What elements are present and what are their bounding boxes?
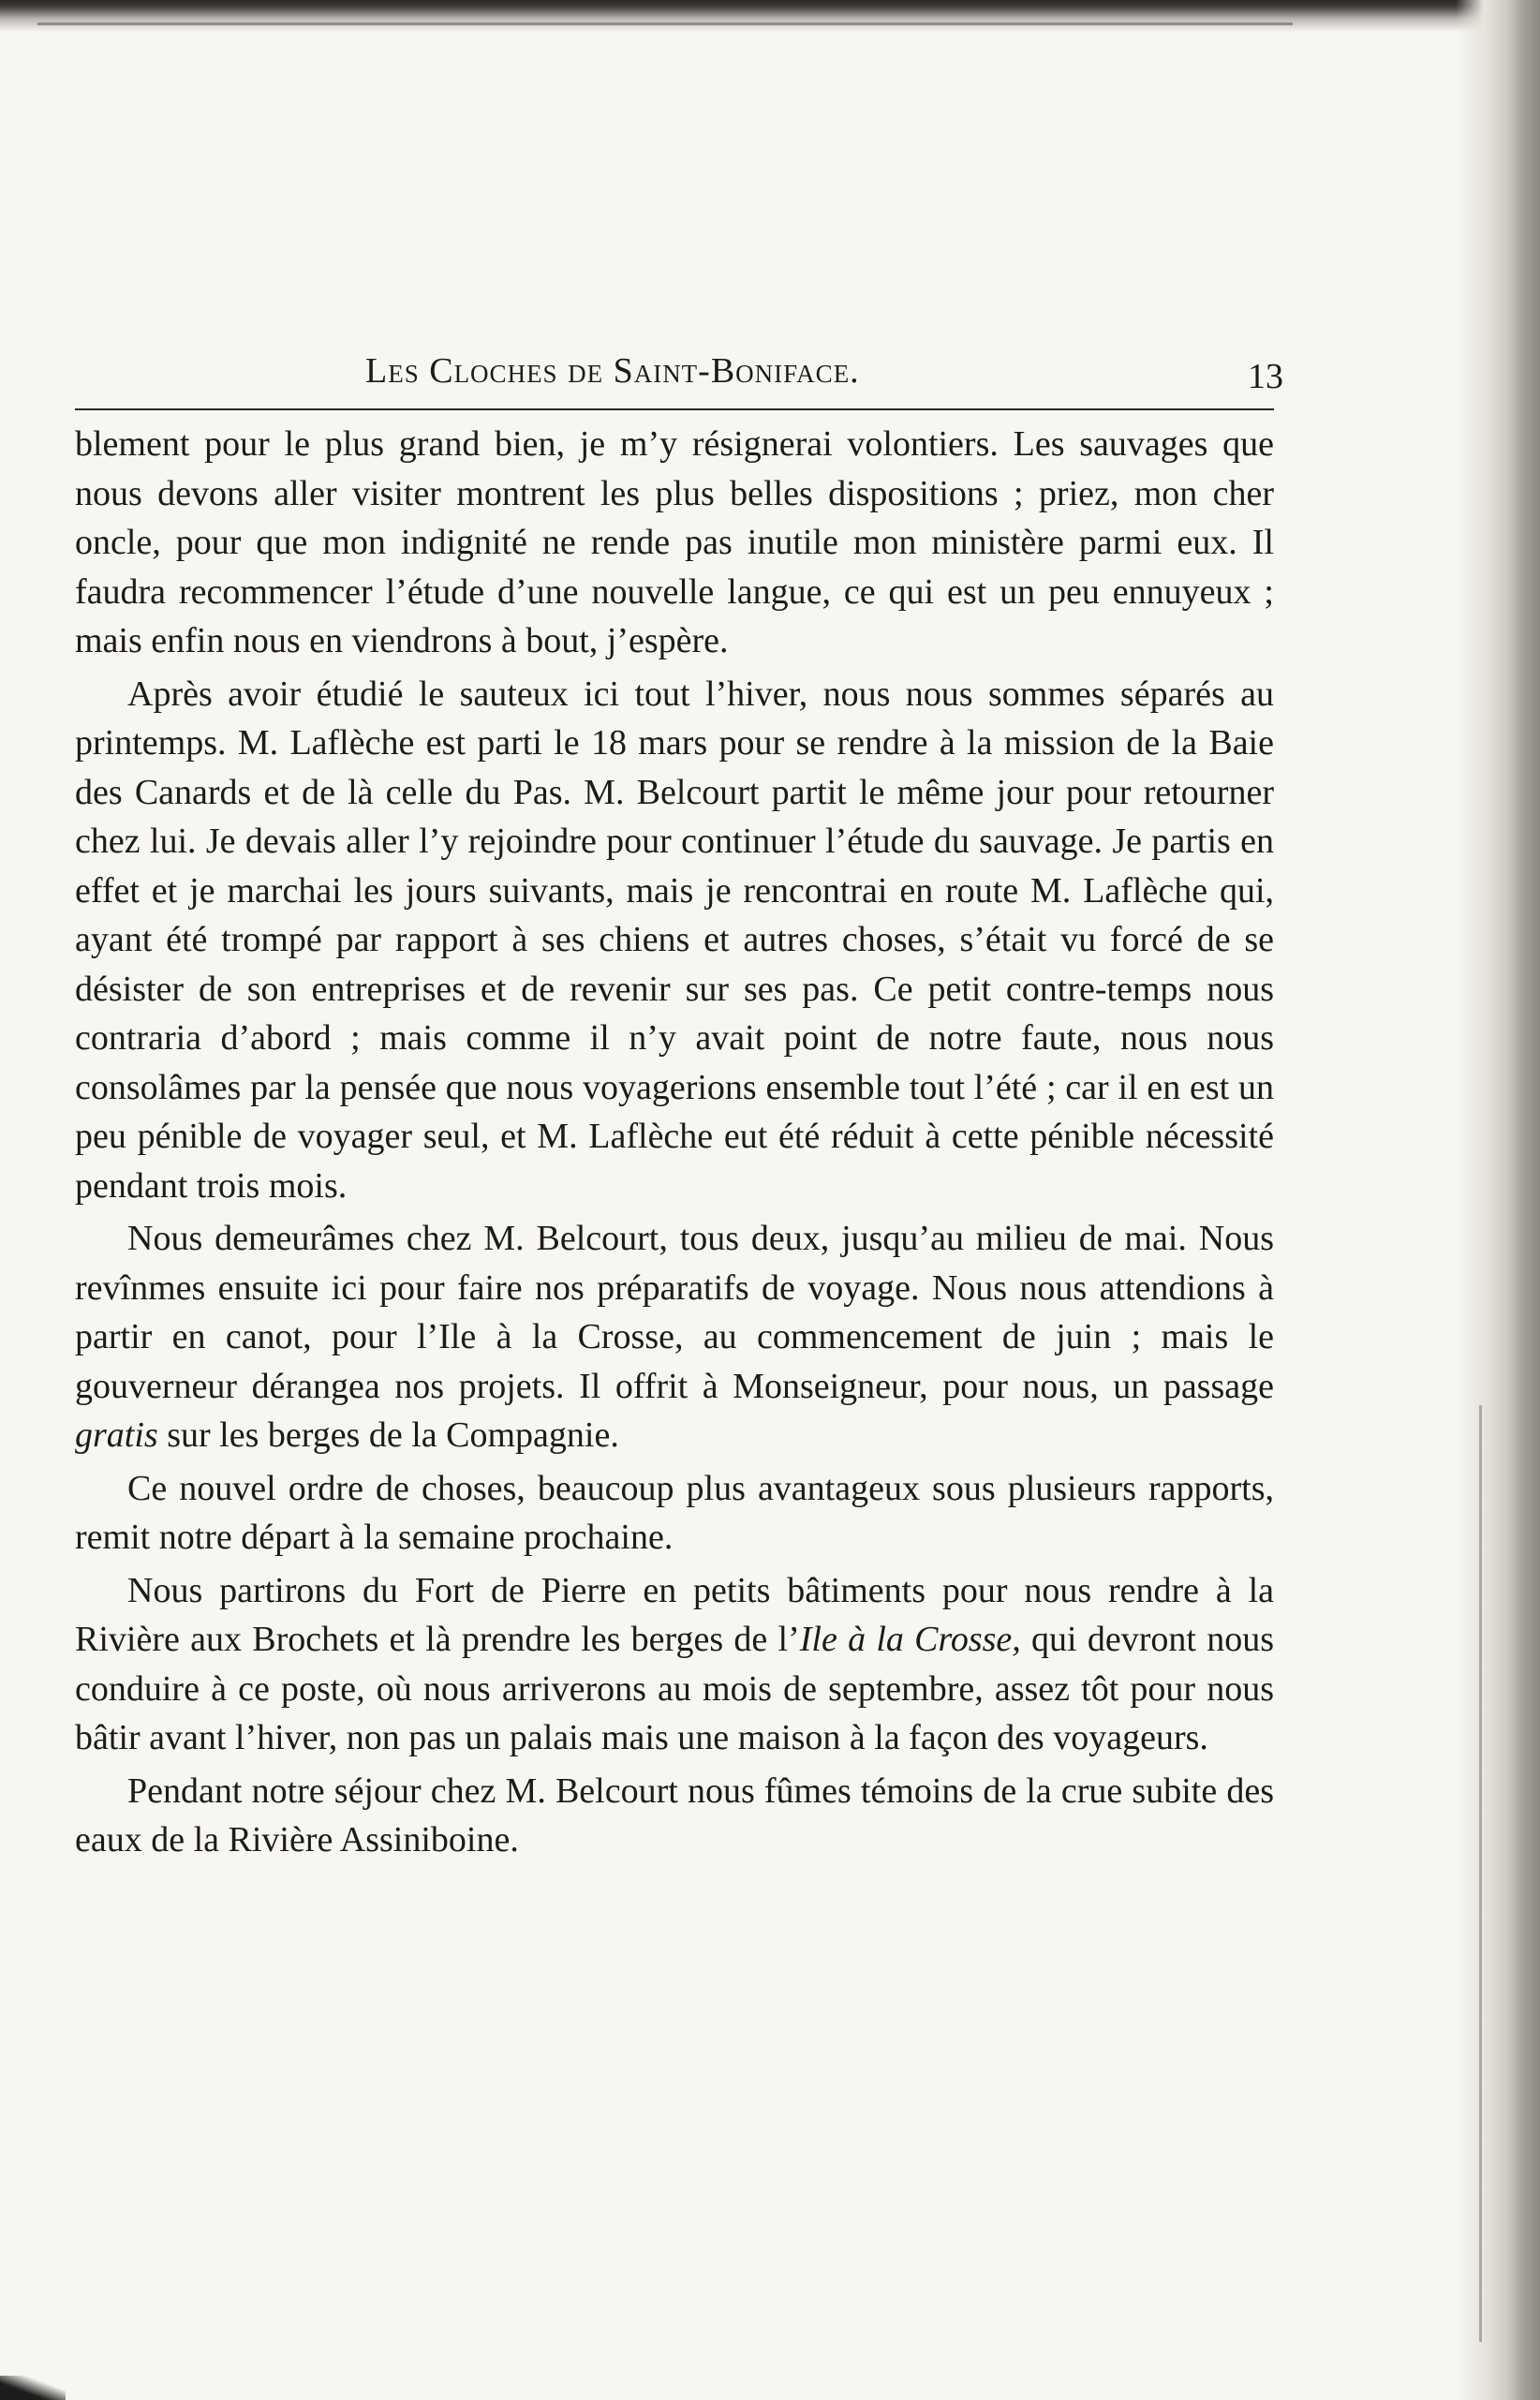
- scan-edge-right: [1456, 0, 1540, 2400]
- scan-binding-line: [1479, 1405, 1482, 2342]
- paragraph-3: [75, 1214, 1274, 1460]
- paragraph-1: blement pour le plus grand bien, je m’y résignerai volontiers. Les sauvages que nous devons aller visiter montrent les plus belles dispositions ; priez, mon cher oncle, pour que mon indignité ne rende pas inutile mon ministère parmi eux. Il faudra recommencer l’étude d’une nouvelle langue, ce qui est un peu ennuyeux ; mais enfin nous en viendrons à bout, j’espère.: [75, 424, 1274, 660]
- running-head: [75, 347, 1283, 410]
- paragraph-2: Après avoir étudié le sauteux ici tout l’hiver, nous nous sommes séparés au printemps. M. Laflèche est parti le 18 mars pour se rendre à la mission de la Baie des Canards et de là celle du Pas. M. Belcourt partit le même jour pour retourner chez lui. Je devais aller l’y rejoindre pour continuer l’étude du sauvage. Je partis en effet et je marchai les jours suivants, mais je rencontrai en route M. Laflèche qui, ayant été trompé par rapport à ses chiens et autres choses, s’était vu forcé de se désister de son entreprises et de revenir sur ses pas. Ce petit contre-temps nous contraria d’abord ; mais comme il n’y avait point de notre faute, nous nous consolâmes par la pensée que nous voyagerions ensemble tout l’été ; car il en est un peu pénible de voyager seul, et M. Laflèche eut été réduit à cette pénible nécessité pendant trois mois.: [75, 674, 1274, 1206]
- paragraph-5: [75, 1566, 1274, 1763]
- book-page: [75, 347, 1283, 1869]
- scan-corner-bottom-left: [0, 2376, 66, 2400]
- paragraph-5-text-end: qui devront nous conduire à ce poste, où nous arriverons au mois de septembre, assez tôt pour nous bâtir avant l’hiver, non pas un palais mais une maison à la façon des voyageurs.: [75, 1620, 1274, 1757]
- paragraph-6: Pendant notre séjour chez M. Belcourt nous fûmes témoins de la crue subite des eaux de la Rivière Assiniboine.: [75, 1770, 1274, 1859]
- paragraph-3-italic: gratis: [75, 1415, 158, 1455]
- running-title: Les Cloches de Saint-Boniface.: [365, 351, 860, 391]
- paragraph-4: Ce nouvel ordre de choses, beaucoup plus avantageux sous plusieurs rapports, remit notre départ à la semaine prochaine.: [75, 1468, 1274, 1557]
- paragraph-3-text: Nous demeurâmes chez M. Belcourt, tous deux, jusqu’au milieu de mai. Nous revînmes ensuite ici pour faire nos préparatifs de voyage. Nous nous attendions à partir en canot, pour l’Ile à la Crosse, au commencement de juin ; mais le gouverneur dérangea nos projets. Il offrit à Monseigneur, pour nous, un passage: [75, 1219, 1274, 1406]
- page-number: 13: [1248, 357, 1283, 396]
- paragraph-5-text: Nous partirons du Fort de Pierre en petits bâtiments pour nous rendre à la Rivière aux Brochets et là prendre les berges de l’: [75, 1570, 1274, 1659]
- paragraph-3-text-end: sur les berges de la Compagnie.: [157, 1415, 619, 1455]
- paragraph-5-italic: Ile à la Crosse,: [799, 1620, 1021, 1659]
- body-text: [75, 420, 1274, 1865]
- scan-edge-top: [0, 0, 1540, 32]
- scan-streak: [37, 22, 1293, 25]
